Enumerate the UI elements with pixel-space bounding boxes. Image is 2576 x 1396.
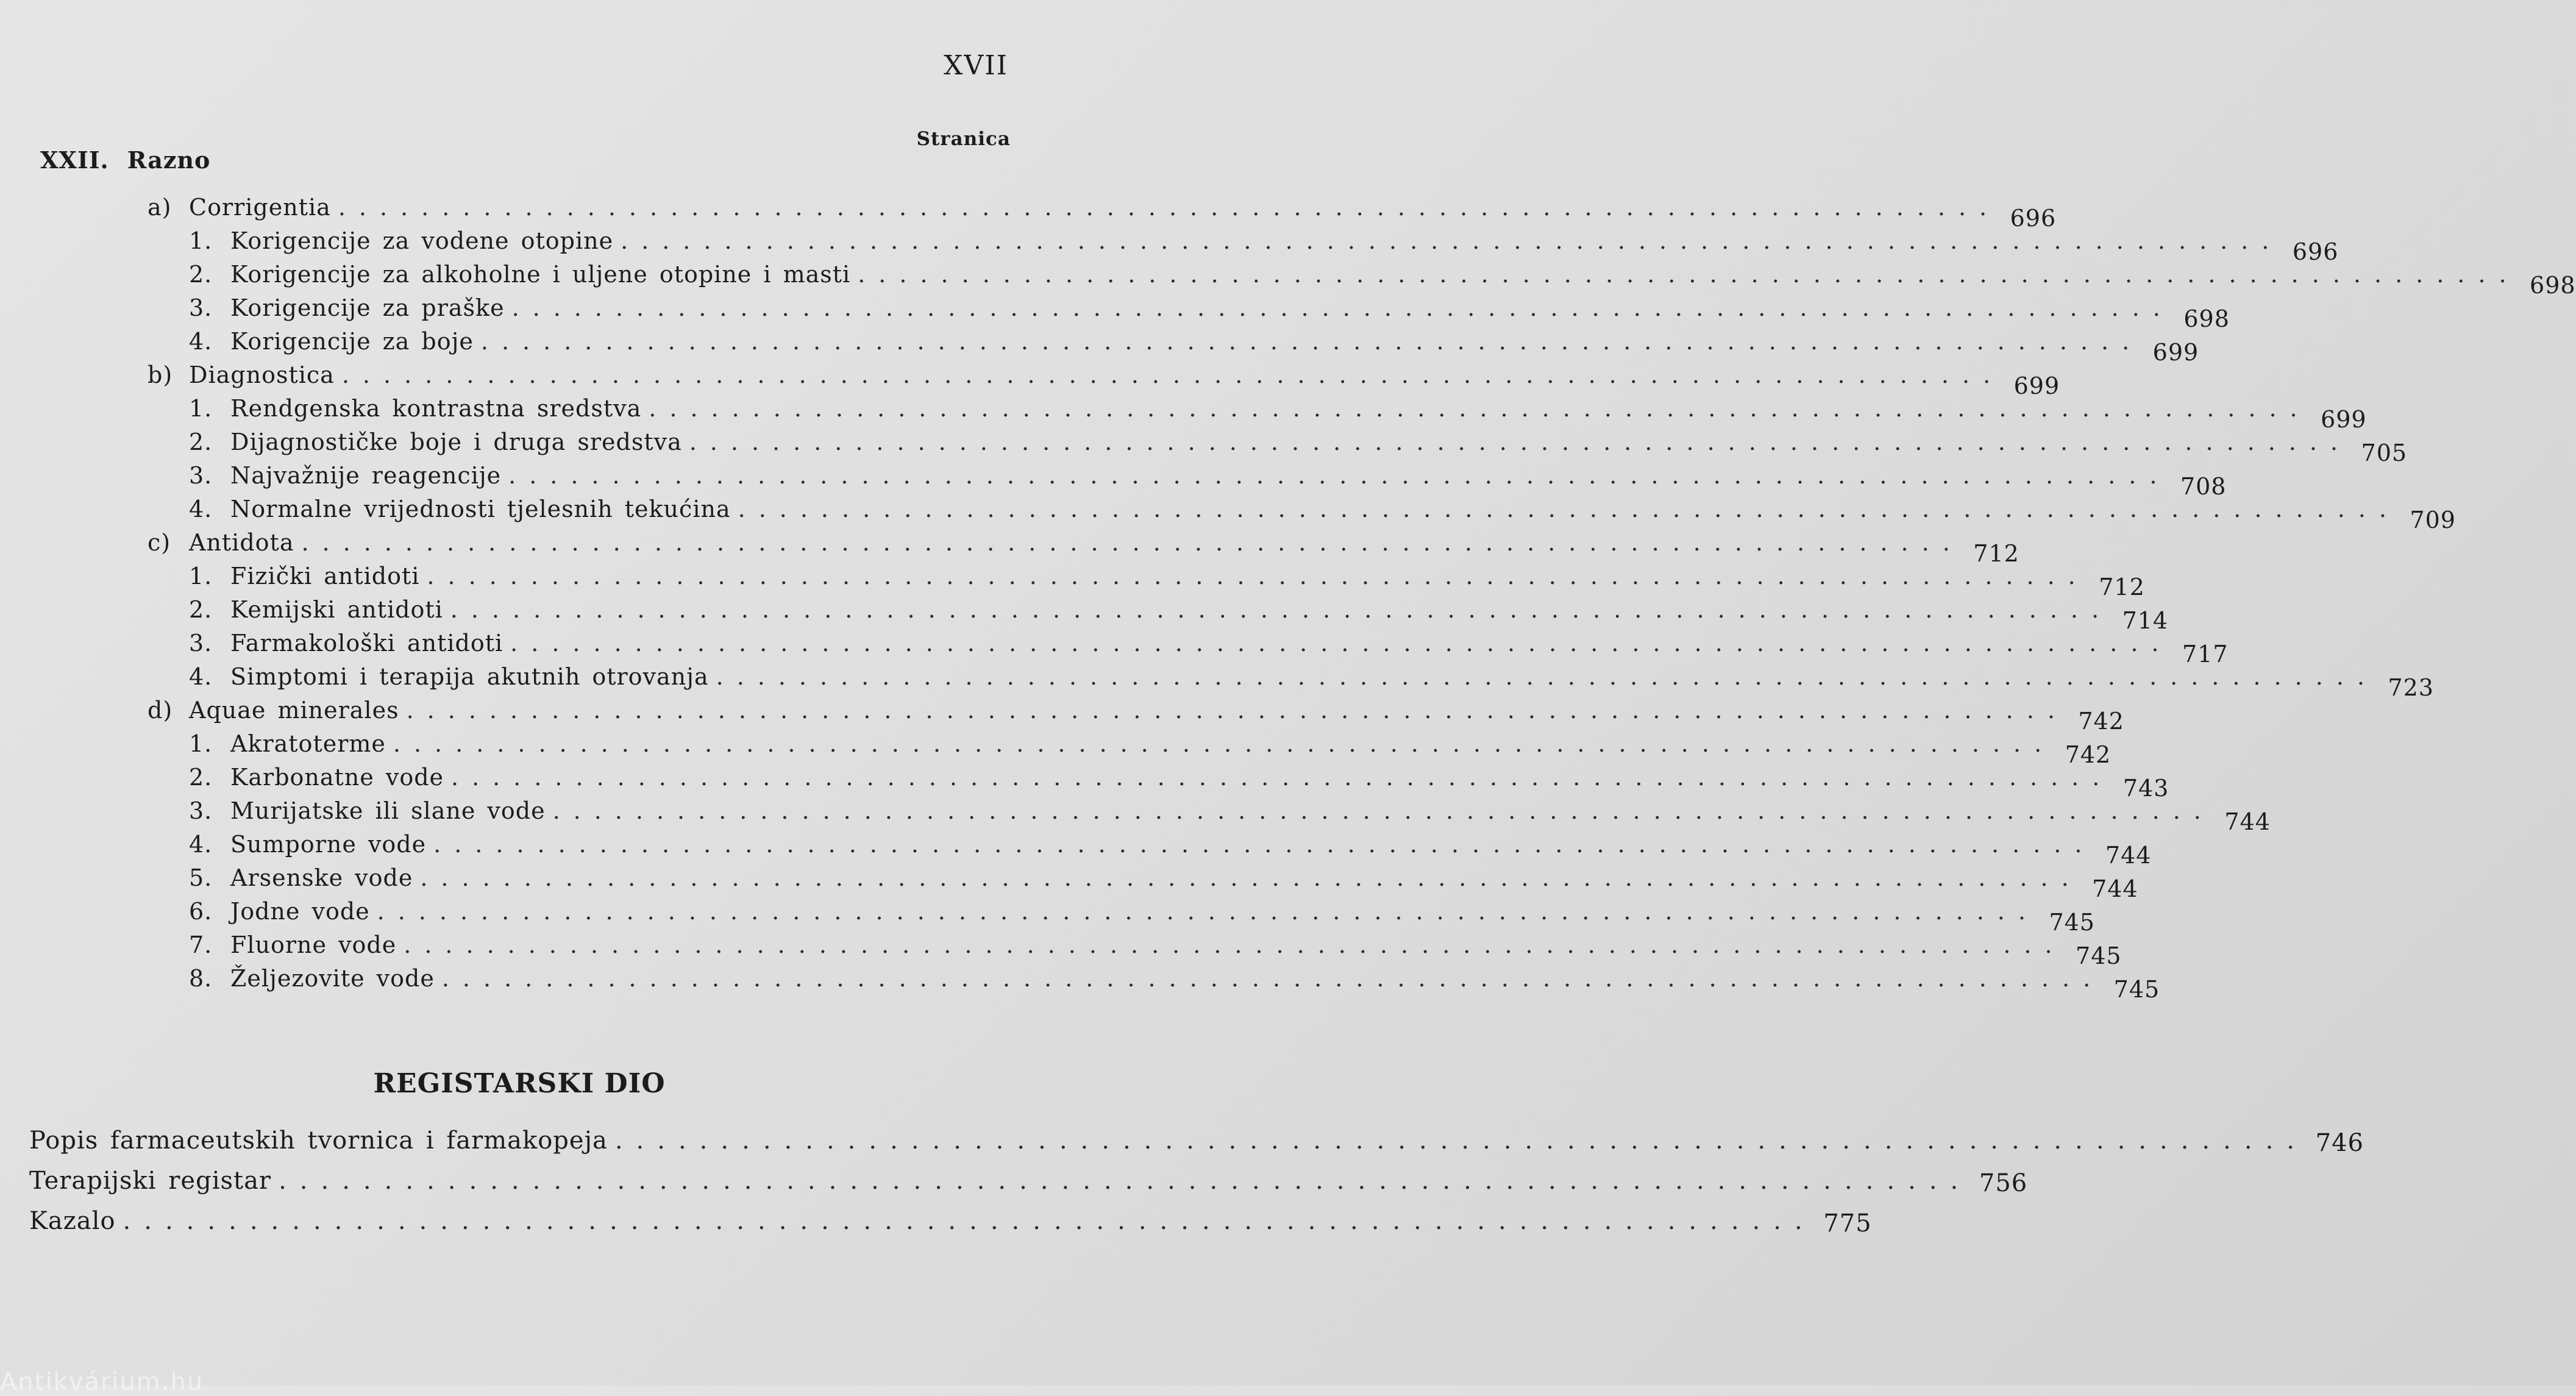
item-title: Murijatske ili slane vode bbox=[230, 797, 546, 824]
leader-dots: ................................................................................ bbox=[433, 831, 2096, 858]
section-label: d) bbox=[148, 697, 173, 724]
page-ref: 745 bbox=[2113, 976, 2160, 1003]
page-ref: 698 bbox=[2530, 272, 2576, 299]
item-number: 4. bbox=[189, 496, 213, 522]
leader-dots: ................................................................................ bbox=[552, 797, 2215, 824]
item-title: Fluorne vode bbox=[230, 931, 397, 958]
register-entry bbox=[0, 1167, 2028, 1207]
item-number: 4. bbox=[189, 663, 213, 690]
toc-item bbox=[0, 730, 2112, 768]
toc-item bbox=[0, 429, 2408, 466]
toc-item bbox=[0, 965, 2160, 1003]
page-ref: 714 bbox=[2122, 607, 2169, 634]
section-label: b) bbox=[148, 361, 173, 388]
leader-dots: ................................................................................ bbox=[649, 395, 2311, 422]
page-ref: 699 bbox=[2013, 372, 2060, 399]
toc-section bbox=[0, 697, 2124, 735]
entry-title: Terapijski registar bbox=[29, 1167, 272, 1195]
toc-item bbox=[0, 563, 2145, 600]
toc-item bbox=[0, 328, 2199, 366]
page-ref: 712 bbox=[1973, 540, 2019, 567]
column-label: Stranica bbox=[916, 128, 1011, 150]
toc-section bbox=[0, 194, 2057, 232]
leader-dots: ................................................................................ bbox=[511, 294, 2174, 321]
leader-dots: ................................................................................ bbox=[738, 496, 2400, 522]
page-ref: 699 bbox=[2152, 339, 2199, 366]
item-number: 5. bbox=[189, 864, 213, 891]
leader-dots: ................................................................................ bbox=[338, 194, 2001, 221]
toc-item bbox=[0, 496, 2456, 533]
item-number: 6. bbox=[189, 898, 213, 925]
item-number: 1. bbox=[189, 227, 213, 254]
page-ref: 696 bbox=[2292, 238, 2339, 265]
page-ref: 745 bbox=[2049, 909, 2095, 936]
page-ref: 742 bbox=[2078, 708, 2124, 735]
item-number: 8. bbox=[189, 965, 213, 992]
item-title: Korigencije za vodene otopine bbox=[230, 227, 614, 254]
toc-item bbox=[0, 395, 2367, 433]
leader-dots: ................................................................................ bbox=[427, 563, 2089, 589]
leader-dots: ................................................................................ bbox=[406, 697, 2068, 724]
item-title: Korigencije za alkoholne i uljene otopine i masti bbox=[230, 261, 851, 288]
item-title: Arsenske vode bbox=[230, 864, 413, 891]
section-title: Aquae minerales bbox=[189, 697, 399, 724]
chapter-number: XXII. bbox=[40, 146, 109, 174]
section-title: Diagnostica bbox=[189, 361, 335, 388]
register-heading: REGISTARSKI DIO bbox=[373, 1068, 666, 1099]
item-title: Korigencije za praške bbox=[230, 294, 505, 321]
item-title: Simptomi i terapija akutnih otrovanja bbox=[230, 663, 709, 690]
toc-item bbox=[0, 898, 2095, 936]
item-number: 1. bbox=[189, 563, 213, 589]
page-ref: 756 bbox=[1979, 1169, 2028, 1197]
item-title: Korigencije za boje bbox=[230, 328, 474, 355]
page-ref: 709 bbox=[2410, 507, 2456, 533]
entry-title: Kazalo bbox=[29, 1207, 116, 1235]
leader-dots: ................................................................................ bbox=[621, 227, 2283, 254]
toc-section bbox=[0, 361, 2060, 399]
page-ref: 745 bbox=[2076, 942, 2122, 969]
item-title: Akratoterme bbox=[230, 730, 386, 757]
leader-dots: ................................................................................ bbox=[451, 764, 2113, 791]
item-number: 2. bbox=[189, 261, 213, 288]
leader-dots: ................................................................................ bbox=[420, 864, 2082, 891]
toc-item bbox=[0, 764, 2169, 802]
toc-item bbox=[0, 663, 2434, 701]
section-label: c) bbox=[148, 529, 171, 556]
leader-dots: ................................................................................ bbox=[404, 931, 2066, 958]
item-title: Dijagnostičke boje i druga sredstva bbox=[230, 429, 682, 455]
item-title: Fizički antidoti bbox=[230, 563, 420, 589]
item-title: Farmakološki antidoti bbox=[230, 630, 503, 657]
leader-dots: ................................................................................ bbox=[279, 1167, 1972, 1195]
leader-dots: ................................................................................ bbox=[450, 596, 2113, 623]
leader-dots: ................................................................................ bbox=[510, 630, 2172, 657]
leader-dots: ................................................................................ bbox=[123, 1207, 1816, 1235]
page-number: XVII bbox=[944, 50, 1008, 81]
item-title: Karbonatne vode bbox=[230, 764, 444, 791]
page-ref: 699 bbox=[2321, 406, 2367, 433]
item-number: 4. bbox=[189, 328, 213, 355]
leader-dots: ................................................................................ bbox=[858, 261, 2520, 288]
page-ref: 744 bbox=[2105, 842, 2152, 869]
item-number: 7. bbox=[189, 931, 213, 958]
item-title: Sumporne vode bbox=[230, 831, 427, 858]
item-number: 2. bbox=[189, 764, 213, 791]
leader-dots: ................................................................................ bbox=[716, 663, 2378, 690]
toc-item bbox=[0, 797, 2271, 835]
toc-item bbox=[0, 261, 2576, 299]
item-title: Normalne vrijednosti tjelesnih tekućina bbox=[230, 496, 731, 522]
toc-item bbox=[0, 931, 2122, 969]
item-title: Željezovite vode bbox=[230, 965, 435, 992]
leader-dots: ................................................................................ bbox=[441, 965, 2104, 992]
leader-dots: ................................................................................ bbox=[341, 361, 2004, 388]
toc-item bbox=[0, 227, 2339, 265]
item-number: 3. bbox=[189, 630, 213, 657]
item-number: 4. bbox=[189, 831, 213, 858]
section-title: Corrigentia bbox=[189, 194, 331, 221]
page-ref: 717 bbox=[2182, 641, 2229, 668]
section-label: a) bbox=[148, 194, 172, 221]
page-ref: 746 bbox=[2315, 1129, 2364, 1157]
toc-item bbox=[0, 462, 2227, 500]
chapter-title: Razno bbox=[127, 146, 211, 174]
register-entry bbox=[0, 1127, 2364, 1167]
register-list bbox=[0, 1127, 2364, 1247]
leader-dots: ................................................................................ bbox=[377, 898, 2039, 925]
page-ref: 698 bbox=[2183, 305, 2230, 332]
toc-item bbox=[0, 294, 2230, 332]
toc-section bbox=[0, 529, 2019, 567]
leader-dots: ................................................................................ bbox=[393, 730, 2055, 757]
toc-item bbox=[0, 831, 2152, 869]
page-ref: 775 bbox=[1823, 1209, 1872, 1238]
watermark: Antikvárium.hu bbox=[0, 1368, 204, 1396]
item-number: 1. bbox=[189, 395, 213, 422]
item-title: Najvažnije reagencije bbox=[230, 462, 502, 489]
item-number: 1. bbox=[189, 730, 213, 757]
item-number: 2. bbox=[189, 596, 213, 623]
leader-dots: ................................................................................ bbox=[508, 462, 2171, 489]
page-ref: 743 bbox=[2122, 775, 2169, 802]
toc-item bbox=[0, 630, 2229, 668]
item-number: 2. bbox=[189, 429, 213, 455]
toc-item bbox=[0, 864, 2138, 902]
item-title: Kemijski antidoti bbox=[230, 596, 443, 623]
register-entry bbox=[0, 1207, 1872, 1247]
leader-dots: ................................................................................ bbox=[480, 328, 2143, 355]
leader-dots: ................................................................................ bbox=[689, 429, 2352, 455]
entry-title: Popis farmaceutskih tvornica i farmakopeja bbox=[29, 1127, 608, 1155]
page-ref: 744 bbox=[2092, 875, 2138, 902]
item-title: Jodne vode bbox=[230, 898, 370, 925]
leader-dots: ................................................................................ bbox=[301, 529, 1963, 556]
page-ref: 723 bbox=[2388, 674, 2434, 701]
section-title: Antidota bbox=[189, 529, 294, 556]
item-title: Rendgenska kontrastna sredstva bbox=[230, 395, 642, 422]
page-ref: 742 bbox=[2065, 741, 2112, 768]
table-of-contents bbox=[0, 194, 2576, 1003]
item-number: 3. bbox=[189, 797, 213, 824]
page-ref: 696 bbox=[2010, 205, 2057, 232]
item-number: 3. bbox=[189, 294, 213, 321]
page-ref: 708 bbox=[2180, 473, 2227, 500]
page-ref: 705 bbox=[2361, 440, 2408, 466]
item-number: 3. bbox=[189, 462, 213, 489]
toc-item bbox=[0, 596, 2169, 634]
page-ref: 744 bbox=[2224, 808, 2271, 835]
page-ref: 712 bbox=[2099, 574, 2145, 600]
leader-dots: ................................................................................ bbox=[614, 1127, 2308, 1155]
chapter-heading bbox=[40, 146, 210, 174]
